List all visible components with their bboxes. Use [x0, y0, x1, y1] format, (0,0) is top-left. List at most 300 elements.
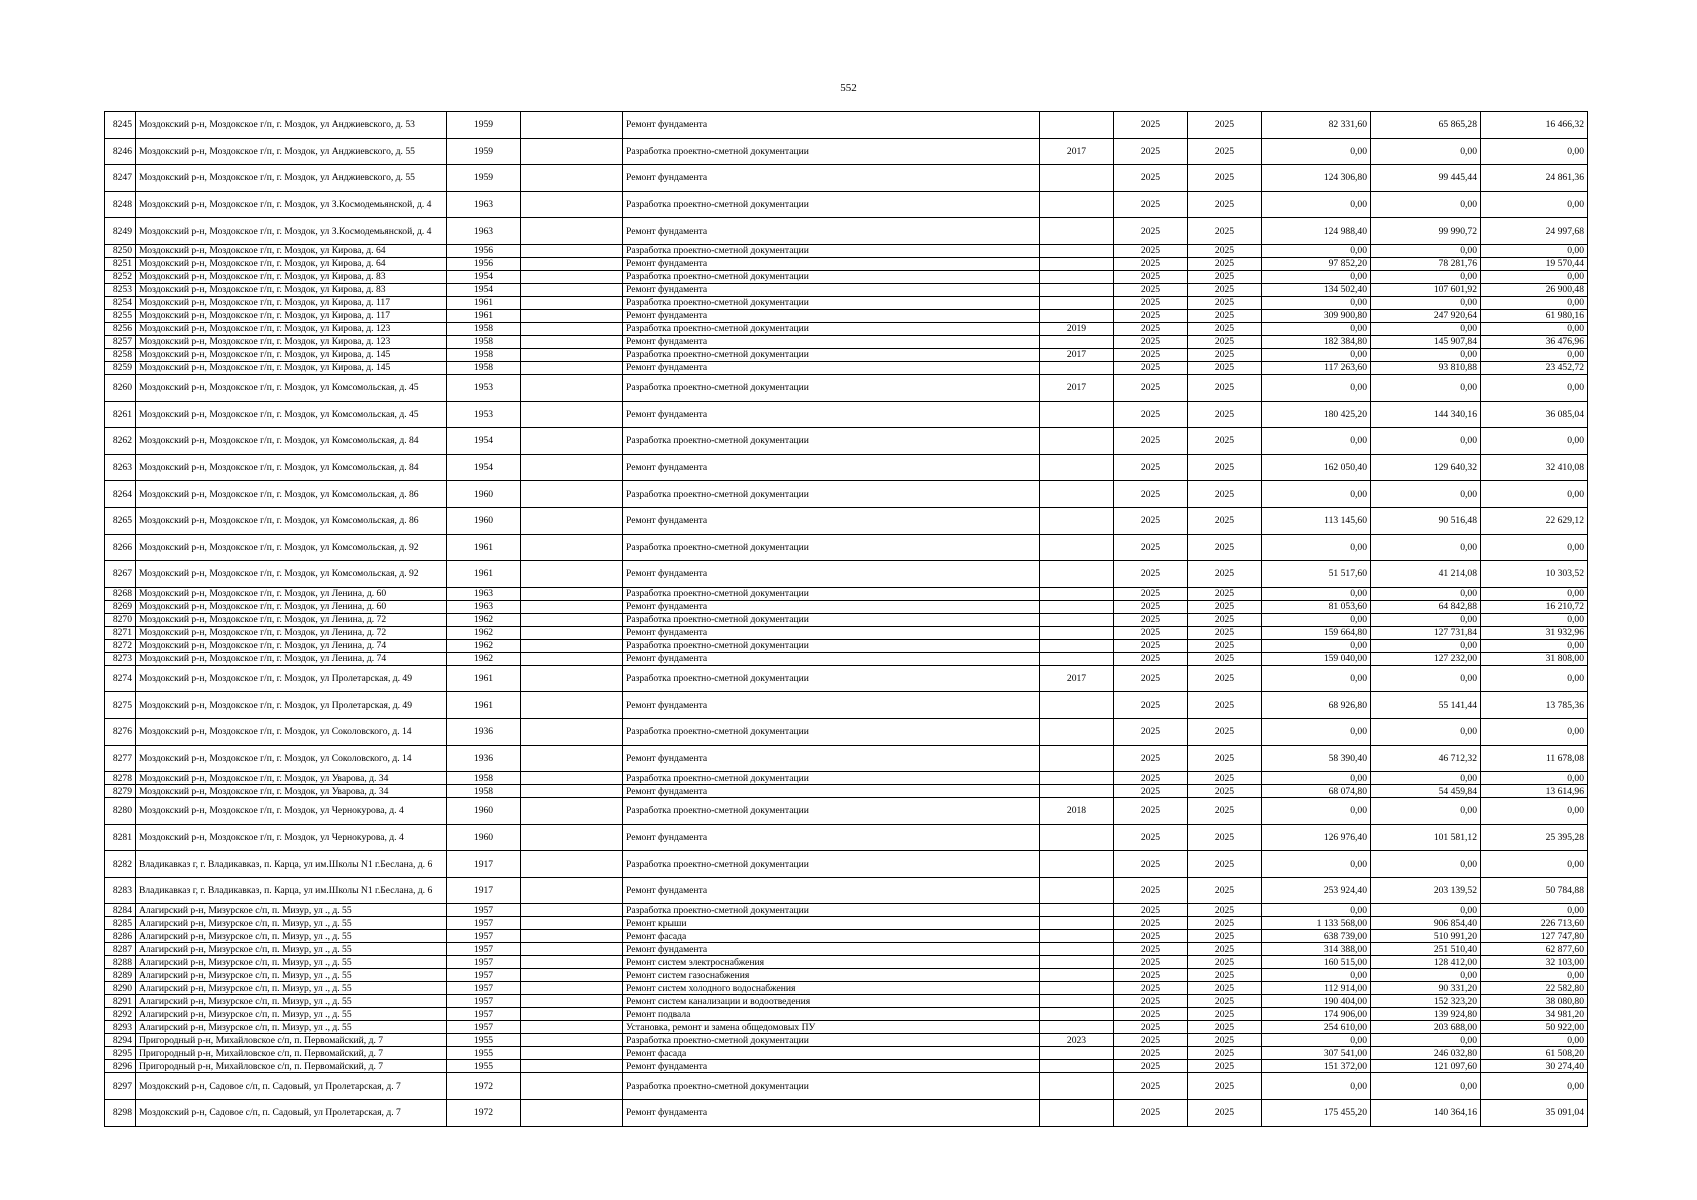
fund-cost-cell: 0,00 [1371, 374, 1481, 401]
build-year-cell: 1963 [447, 587, 521, 600]
plan-start-year-cell: 2025 [1114, 930, 1188, 943]
design-year-cell [1040, 165, 1114, 192]
owner-cost-cell: 16 210,72 [1481, 600, 1588, 613]
address-cell: Моздокский р-н, Моздокское г/п, г. Моздок, ул Уварова, д. 34 [136, 772, 447, 785]
table-body [105, 112, 1588, 1127]
plan-end-year-cell: 2025 [1188, 309, 1262, 322]
fund-cost-cell: 0,00 [1371, 428, 1481, 455]
plan-end-year-cell: 2025 [1188, 718, 1262, 745]
work-type-cell: Ремонт систем электроснабжения [623, 956, 1040, 969]
table-row [105, 587, 1588, 600]
plan-end-year-cell: 2025 [1188, 191, 1262, 218]
table-row [105, 613, 1588, 626]
owner-cost-cell: 0,00 [1481, 138, 1588, 165]
table-row [105, 626, 1588, 639]
owner-cost-cell: 13 614,96 [1481, 785, 1588, 798]
plan-start-year-cell: 2025 [1114, 112, 1188, 139]
total-cost-cell: 117 263,60 [1262, 361, 1371, 374]
row-number-cell: 8257 [105, 335, 136, 348]
row-number-cell: 8286 [105, 930, 136, 943]
owner-cost-cell: 0,00 [1481, 718, 1588, 745]
plan-end-year-cell: 2025 [1188, 995, 1262, 1008]
row-number-cell: 8284 [105, 904, 136, 917]
table-row [105, 218, 1588, 245]
owner-cost-cell: 0,00 [1481, 1034, 1588, 1047]
owner-cost-cell: 127 747,80 [1481, 930, 1588, 943]
plan-end-year-cell: 2025 [1188, 165, 1262, 192]
build-year-cell: 1958 [447, 322, 521, 335]
row-number-cell: 8255 [105, 309, 136, 322]
total-cost-cell: 81 053,60 [1262, 600, 1371, 613]
extra-cell [521, 309, 623, 322]
fund-cost-cell: 128 412,00 [1371, 956, 1481, 969]
work-type-cell: Разработка проектно-сметной документации [623, 718, 1040, 745]
design-year-cell [1040, 969, 1114, 982]
plan-start-year-cell: 2025 [1114, 665, 1188, 692]
extra-cell [521, 138, 623, 165]
total-cost-cell: 159 664,80 [1262, 626, 1371, 639]
plan-end-year-cell: 2025 [1188, 218, 1262, 245]
build-year-cell: 1936 [447, 718, 521, 745]
build-year-cell: 1957 [447, 1008, 521, 1021]
design-year-cell [1040, 561, 1114, 588]
table-row [105, 956, 1588, 969]
work-type-cell: Ремонт фундамента [623, 335, 1040, 348]
design-year-cell [1040, 507, 1114, 534]
plan-start-year-cell: 2025 [1114, 917, 1188, 930]
total-cost-cell: 134 502,40 [1262, 283, 1371, 296]
owner-cost-cell: 50 784,88 [1481, 877, 1588, 904]
extra-cell [521, 335, 623, 348]
total-cost-cell: 180 425,20 [1262, 401, 1371, 428]
extra-cell [521, 904, 623, 917]
extra-cell [521, 917, 623, 930]
work-type-cell: Разработка проектно-сметной документации [623, 1034, 1040, 1047]
owner-cost-cell: 16 466,32 [1481, 112, 1588, 139]
design-year-cell [1040, 361, 1114, 374]
fund-cost-cell: 0,00 [1371, 348, 1481, 361]
table-row [105, 652, 1588, 665]
address-cell: Алагирский р-н, Мизурское с/п, п. Мизур, ул ., д. 55 [136, 1021, 447, 1034]
plan-end-year-cell: 2025 [1188, 244, 1262, 257]
table-row [105, 1100, 1588, 1127]
extra-cell [521, 1060, 623, 1073]
row-number-cell: 8283 [105, 877, 136, 904]
owner-cost-cell: 0,00 [1481, 587, 1588, 600]
work-type-cell: Ремонт фундамента [623, 626, 1040, 639]
table-row [105, 639, 1588, 652]
table-row [105, 969, 1588, 982]
build-year-cell: 1961 [447, 309, 521, 322]
total-cost-cell: 0,00 [1262, 772, 1371, 785]
work-type-cell: Разработка проектно-сметной документации [623, 1073, 1040, 1100]
address-cell: Моздокский р-н, Моздокское г/п, г. Моздок, ул Комсомольская, д. 45 [136, 401, 447, 428]
plan-start-year-cell: 2025 [1114, 824, 1188, 851]
row-number-cell: 8249 [105, 218, 136, 245]
design-year-cell [1040, 534, 1114, 561]
extra-cell [521, 798, 623, 825]
work-type-cell: Разработка проектно-сметной документации [623, 665, 1040, 692]
build-year-cell: 1972 [447, 1100, 521, 1127]
table-row [105, 785, 1588, 798]
build-year-cell: 1957 [447, 943, 521, 956]
row-number-cell: 8259 [105, 361, 136, 374]
extra-cell [521, 534, 623, 561]
work-type-cell: Разработка проектно-сметной документации [623, 481, 1040, 508]
plan-end-year-cell: 2025 [1188, 587, 1262, 600]
plan-end-year-cell: 2025 [1188, 745, 1262, 772]
build-year-cell: 1959 [447, 165, 521, 192]
address-cell: Моздокский р-н, Моздокское г/п, г. Моздок, ул Ленина, д. 60 [136, 587, 447, 600]
row-number-cell: 8258 [105, 348, 136, 361]
owner-cost-cell: 36 085,04 [1481, 401, 1588, 428]
address-cell: Алагирский р-н, Мизурское с/п, п. Мизур, ул ., д. 55 [136, 930, 447, 943]
build-year-cell: 1953 [447, 374, 521, 401]
fund-cost-cell: 64 842,88 [1371, 600, 1481, 613]
address-cell: Моздокский р-н, Моздокское г/п, г. Моздок, ул Ленина, д. 60 [136, 600, 447, 613]
plan-end-year-cell: 2025 [1188, 270, 1262, 283]
table-row [105, 165, 1588, 192]
total-cost-cell: 0,00 [1262, 348, 1371, 361]
total-cost-cell: 0,00 [1262, 138, 1371, 165]
owner-cost-cell: 0,00 [1481, 639, 1588, 652]
total-cost-cell: 159 040,00 [1262, 652, 1371, 665]
plan-start-year-cell: 2025 [1114, 877, 1188, 904]
fund-cost-cell: 0,00 [1371, 969, 1481, 982]
plan-start-year-cell: 2025 [1114, 270, 1188, 283]
work-type-cell: Разработка проектно-сметной документации [623, 639, 1040, 652]
build-year-cell: 1957 [447, 1021, 521, 1034]
address-cell: Моздокский р-н, Моздокское г/п, г. Моздок, ул Анджиевского, д. 55 [136, 138, 447, 165]
owner-cost-cell: 61 980,16 [1481, 309, 1588, 322]
table-row [105, 982, 1588, 995]
plan-start-year-cell: 2025 [1114, 969, 1188, 982]
plan-end-year-cell: 2025 [1188, 374, 1262, 401]
extra-cell [521, 587, 623, 600]
address-cell: Алагирский р-н, Мизурское с/п, п. Мизур, ул ., д. 55 [136, 1008, 447, 1021]
work-type-cell: Разработка проектно-сметной документации [623, 613, 1040, 626]
work-type-cell: Ремонт фундамента [623, 401, 1040, 428]
fund-cost-cell: 90 516,48 [1371, 507, 1481, 534]
total-cost-cell: 0,00 [1262, 587, 1371, 600]
table-row [105, 904, 1588, 917]
total-cost-cell: 175 455,20 [1262, 1100, 1371, 1127]
plan-end-year-cell: 2025 [1188, 348, 1262, 361]
extra-cell [521, 600, 623, 613]
total-cost-cell: 51 517,60 [1262, 561, 1371, 588]
plan-start-year-cell: 2025 [1114, 772, 1188, 785]
table-row [105, 851, 1588, 878]
row-number-cell: 8294 [105, 1034, 136, 1047]
row-number-cell: 8248 [105, 191, 136, 218]
build-year-cell: 1954 [447, 454, 521, 481]
address-cell: Алагирский р-н, Мизурское с/п, п. Мизур, ул ., д. 55 [136, 917, 447, 930]
extra-cell [521, 626, 623, 639]
extra-cell [521, 1034, 623, 1047]
plan-end-year-cell: 2025 [1188, 1060, 1262, 1073]
row-number-cell: 8293 [105, 1021, 136, 1034]
build-year-cell: 1956 [447, 244, 521, 257]
table-row [105, 995, 1588, 1008]
fund-cost-cell: 203 139,52 [1371, 877, 1481, 904]
design-year-cell [1040, 600, 1114, 613]
design-year-cell [1040, 1047, 1114, 1060]
build-year-cell: 1936 [447, 745, 521, 772]
plan-start-year-cell: 2025 [1114, 613, 1188, 626]
plan-start-year-cell: 2025 [1114, 785, 1188, 798]
table-row [105, 561, 1588, 588]
owner-cost-cell: 24 997,68 [1481, 218, 1588, 245]
owner-cost-cell: 0,00 [1481, 969, 1588, 982]
table-row [105, 798, 1588, 825]
address-cell: Моздокский р-н, Моздокское г/п, г. Моздок, ул Ленина, д. 72 [136, 626, 447, 639]
fund-cost-cell: 0,00 [1371, 138, 1481, 165]
design-year-cell [1040, 877, 1114, 904]
owner-cost-cell: 31 808,00 [1481, 652, 1588, 665]
design-year-cell [1040, 718, 1114, 745]
row-number-cell: 8265 [105, 507, 136, 534]
build-year-cell: 1957 [447, 930, 521, 943]
work-type-cell: Ремонт систем газоснабжения [623, 969, 1040, 982]
plan-end-year-cell: 2025 [1188, 639, 1262, 652]
extra-cell [521, 665, 623, 692]
design-year-cell: 2017 [1040, 348, 1114, 361]
total-cost-cell: 0,00 [1262, 665, 1371, 692]
fund-cost-cell: 203 688,00 [1371, 1021, 1481, 1034]
extra-cell [521, 270, 623, 283]
total-cost-cell: 309 900,80 [1262, 309, 1371, 322]
total-cost-cell: 162 050,40 [1262, 454, 1371, 481]
row-number-cell: 8289 [105, 969, 136, 982]
extra-cell [521, 507, 623, 534]
extra-cell [521, 561, 623, 588]
work-type-cell: Разработка проектно-сметной документации [623, 138, 1040, 165]
row-number-cell: 8277 [105, 745, 136, 772]
table-row [105, 665, 1588, 692]
table-row [105, 1008, 1588, 1021]
extra-cell [521, 322, 623, 335]
owner-cost-cell: 0,00 [1481, 481, 1588, 508]
address-cell: Моздокский р-н, Моздокское г/п, г. Моздок, ул Чернокурова, д. 4 [136, 798, 447, 825]
plan-start-year-cell: 2025 [1114, 851, 1188, 878]
design-year-cell [1040, 785, 1114, 798]
address-cell: Моздокский р-н, Моздокское г/п, г. Моздок, ул Кирова, д. 64 [136, 257, 447, 270]
build-year-cell: 1956 [447, 257, 521, 270]
fund-cost-cell: 54 459,84 [1371, 785, 1481, 798]
owner-cost-cell: 0,00 [1481, 851, 1588, 878]
fund-cost-cell: 41 214,08 [1371, 561, 1481, 588]
address-cell: Моздокский р-н, Моздокское г/п, г. Моздок, ул Кирова, д. 145 [136, 348, 447, 361]
total-cost-cell: 151 372,00 [1262, 1060, 1371, 1073]
row-number-cell: 8256 [105, 322, 136, 335]
address-cell: Моздокский р-н, Моздокское г/п, г. Моздок, ул Кирова, д. 145 [136, 361, 447, 374]
total-cost-cell: 68 926,80 [1262, 692, 1371, 719]
build-year-cell: 1917 [447, 877, 521, 904]
plan-start-year-cell: 2025 [1114, 639, 1188, 652]
work-type-cell: Ремонт фундамента [623, 507, 1040, 534]
row-number-cell: 8246 [105, 138, 136, 165]
owner-cost-cell: 10 303,52 [1481, 561, 1588, 588]
build-year-cell: 1958 [447, 785, 521, 798]
design-year-cell [1040, 296, 1114, 309]
extra-cell [521, 401, 623, 428]
plan-end-year-cell: 2025 [1188, 361, 1262, 374]
total-cost-cell: 0,00 [1262, 613, 1371, 626]
plan-start-year-cell: 2025 [1114, 322, 1188, 335]
work-type-cell: Ремонт фундамента [623, 1100, 1040, 1127]
row-number-cell: 8275 [105, 692, 136, 719]
plan-end-year-cell: 2025 [1188, 283, 1262, 296]
design-year-cell: 2019 [1040, 322, 1114, 335]
extra-cell [521, 745, 623, 772]
total-cost-cell: 0,00 [1262, 244, 1371, 257]
address-cell: Моздокский р-н, Моздокское г/п, г. Моздок, ул Ленина, д. 74 [136, 652, 447, 665]
design-year-cell [1040, 917, 1114, 930]
total-cost-cell: 174 906,00 [1262, 1008, 1371, 1021]
plan-end-year-cell: 2025 [1188, 507, 1262, 534]
address-cell: Моздокский р-н, Моздокское г/п, г. Моздок, ул Анджиевского, д. 53 [136, 112, 447, 139]
row-number-cell: 8278 [105, 772, 136, 785]
plan-end-year-cell: 2025 [1188, 692, 1262, 719]
table-row [105, 309, 1588, 322]
plan-start-year-cell: 2025 [1114, 534, 1188, 561]
row-number-cell: 8290 [105, 982, 136, 995]
extra-cell [521, 613, 623, 626]
design-year-cell [1040, 218, 1114, 245]
plan-start-year-cell: 2025 [1114, 1060, 1188, 1073]
fund-cost-cell: 0,00 [1371, 665, 1481, 692]
work-type-cell: Ремонт фундамента [623, 454, 1040, 481]
address-cell: Пригородный р-н, Михайловское с/п, п. Первомайский, д. 7 [136, 1047, 447, 1060]
owner-cost-cell: 0,00 [1481, 665, 1588, 692]
row-number-cell: 8251 [105, 257, 136, 270]
table-row [105, 917, 1588, 930]
plan-end-year-cell: 2025 [1188, 401, 1262, 428]
table-row [105, 824, 1588, 851]
fund-cost-cell: 127 232,00 [1371, 652, 1481, 665]
table-row [105, 335, 1588, 348]
owner-cost-cell: 0,00 [1481, 322, 1588, 335]
total-cost-cell: 307 541,00 [1262, 1047, 1371, 1060]
work-type-cell: Ремонт фасада [623, 1047, 1040, 1060]
plan-start-year-cell: 2025 [1114, 191, 1188, 218]
extra-cell [521, 283, 623, 296]
row-number-cell: 8295 [105, 1047, 136, 1060]
address-cell: Моздокский р-н, Моздокское г/п, г. Моздок, ул Пролетарская, д. 49 [136, 665, 447, 692]
plan-end-year-cell: 2025 [1188, 1008, 1262, 1021]
row-number-cell: 8272 [105, 639, 136, 652]
table-row [105, 112, 1588, 139]
fund-cost-cell: 0,00 [1371, 1073, 1481, 1100]
plan-start-year-cell: 2025 [1114, 1047, 1188, 1060]
plan-end-year-cell: 2025 [1188, 257, 1262, 270]
extra-cell [521, 969, 623, 982]
address-cell: Моздокский р-н, Моздокское г/п, г. Моздок, ул Соколовского, д. 14 [136, 745, 447, 772]
build-year-cell: 1954 [447, 283, 521, 296]
plan-start-year-cell: 2025 [1114, 244, 1188, 257]
design-year-cell [1040, 428, 1114, 455]
build-year-cell: 1955 [447, 1060, 521, 1073]
fund-cost-cell: 0,00 [1371, 481, 1481, 508]
extra-cell [521, 374, 623, 401]
extra-cell [521, 652, 623, 665]
plan-start-year-cell: 2025 [1114, 138, 1188, 165]
plan-end-year-cell: 2025 [1188, 322, 1262, 335]
design-year-cell [1040, 335, 1114, 348]
plan-end-year-cell: 2025 [1188, 481, 1262, 508]
extra-cell [521, 851, 623, 878]
build-year-cell: 1954 [447, 270, 521, 283]
design-year-cell [1040, 956, 1114, 969]
fund-cost-cell: 0,00 [1371, 851, 1481, 878]
extra-cell [521, 930, 623, 943]
row-number-cell: 8273 [105, 652, 136, 665]
total-cost-cell: 638 739,00 [1262, 930, 1371, 943]
table-row [105, 1021, 1588, 1034]
row-number-cell: 8292 [105, 1008, 136, 1021]
row-number-cell: 8267 [105, 561, 136, 588]
fund-cost-cell: 101 581,12 [1371, 824, 1481, 851]
work-type-cell: Разработка проектно-сметной документации [623, 904, 1040, 917]
build-year-cell: 1962 [447, 613, 521, 626]
plan-end-year-cell: 2025 [1188, 454, 1262, 481]
plan-end-year-cell: 2025 [1188, 798, 1262, 825]
plan-start-year-cell: 2025 [1114, 401, 1188, 428]
extra-cell [521, 824, 623, 851]
plan-start-year-cell: 2025 [1114, 904, 1188, 917]
owner-cost-cell: 25 395,28 [1481, 824, 1588, 851]
owner-cost-cell: 226 713,60 [1481, 917, 1588, 930]
work-type-cell: Ремонт фундамента [623, 877, 1040, 904]
plan-end-year-cell: 2025 [1188, 428, 1262, 455]
table-row [105, 283, 1588, 296]
total-cost-cell: 0,00 [1262, 1034, 1371, 1047]
fund-cost-cell: 93 810,88 [1371, 361, 1481, 374]
plan-start-year-cell: 2025 [1114, 1073, 1188, 1100]
build-year-cell: 1960 [447, 824, 521, 851]
row-number-cell: 8245 [105, 112, 136, 139]
build-year-cell: 1962 [447, 626, 521, 639]
build-year-cell: 1954 [447, 428, 521, 455]
plan-start-year-cell: 2025 [1114, 652, 1188, 665]
design-year-cell [1040, 613, 1114, 626]
fund-cost-cell: 0,00 [1371, 718, 1481, 745]
total-cost-cell: 182 384,80 [1262, 335, 1371, 348]
row-number-cell: 8263 [105, 454, 136, 481]
design-year-cell [1040, 995, 1114, 1008]
total-cost-cell: 0,00 [1262, 296, 1371, 309]
row-number-cell: 8279 [105, 785, 136, 798]
work-type-cell: Ремонт фундамента [623, 600, 1040, 613]
total-cost-cell: 0,00 [1262, 718, 1371, 745]
work-type-cell: Ремонт фундамента [623, 943, 1040, 956]
plan-start-year-cell: 2025 [1114, 309, 1188, 322]
fund-cost-cell: 65 865,28 [1371, 112, 1481, 139]
design-year-cell [1040, 692, 1114, 719]
table-row [105, 138, 1588, 165]
table-row [105, 322, 1588, 335]
address-cell: Алагирский р-н, Мизурское с/п, п. Мизур, ул ., д. 55 [136, 956, 447, 969]
row-number-cell: 8270 [105, 613, 136, 626]
total-cost-cell: 0,00 [1262, 639, 1371, 652]
row-number-cell: 8262 [105, 428, 136, 455]
owner-cost-cell: 22 629,12 [1481, 507, 1588, 534]
build-year-cell: 1963 [447, 191, 521, 218]
row-number-cell: 8268 [105, 587, 136, 600]
row-number-cell: 8260 [105, 374, 136, 401]
fund-cost-cell: 0,00 [1371, 639, 1481, 652]
build-year-cell: 1961 [447, 561, 521, 588]
